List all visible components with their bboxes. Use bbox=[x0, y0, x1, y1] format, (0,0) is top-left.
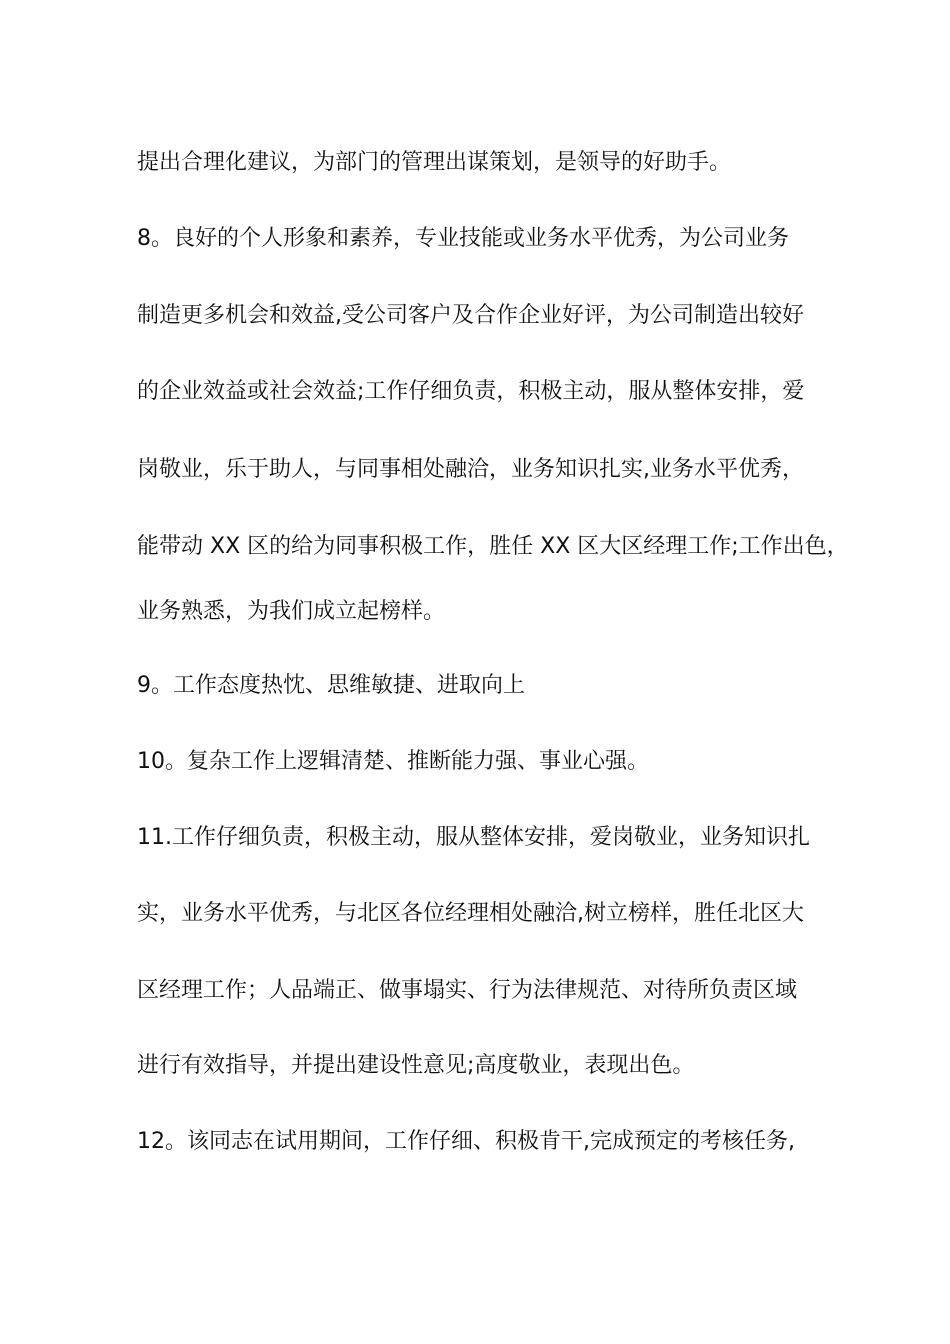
text-line-12: 区经理工作；人品端正、做事塌实、行为法律规范、对待所负责区域 bbox=[137, 978, 798, 1003]
text-line-4: 的企业效益或社会效益;工作仔细负责，积极主动，服从整体安排，爱 bbox=[137, 379, 805, 404]
text-line-13: 进行有效指导，并提出建设性意见;高度敬业，表现出色。 bbox=[137, 1053, 695, 1078]
text-line-11: 实，业务水平优秀，与北区各位经理相处融洽,树立榜样，胜任北区大 bbox=[137, 901, 804, 926]
text-line-14: 12。该同志在试用期间，工作仔细、积极肯干,完成预定的考核任务, bbox=[137, 1129, 795, 1154]
text-line-2: 8。良好的个人形象和素养，专业技能或业务水平优秀，为公司业务 bbox=[137, 226, 789, 251]
text-line-8: 9。工作态度热忱、思维敏捷、进取向上 bbox=[137, 673, 525, 698]
text-line-3: 制造更多机会和效益,受公司客户及合作企业好评，为公司制造出较好 bbox=[137, 303, 804, 328]
text-line-7: 业务熟悉，为我们成立起榜样。 bbox=[137, 599, 446, 624]
text-line-10: 11.工作仔细负责，积极主动，服从整体安排，爱岗敬业，业务知识扎 bbox=[137, 825, 810, 850]
text-line-9: 10。复杂工作上逻辑清楚、推断能力强、事业心强。 bbox=[137, 749, 649, 774]
text-line-6: 能带动 XX 区的给为同事积极工作，胜任 XX 区大区经理工作;工作出色， bbox=[137, 534, 849, 559]
text-line-5: 岗敬业，乐于助人，与同事相处融洽，业务知识扎实,业务水平优秀， bbox=[137, 457, 804, 482]
text-line-1: 提出合理化建议，为部门的管理出谋策划，是领导的好助手。 bbox=[137, 150, 732, 175]
